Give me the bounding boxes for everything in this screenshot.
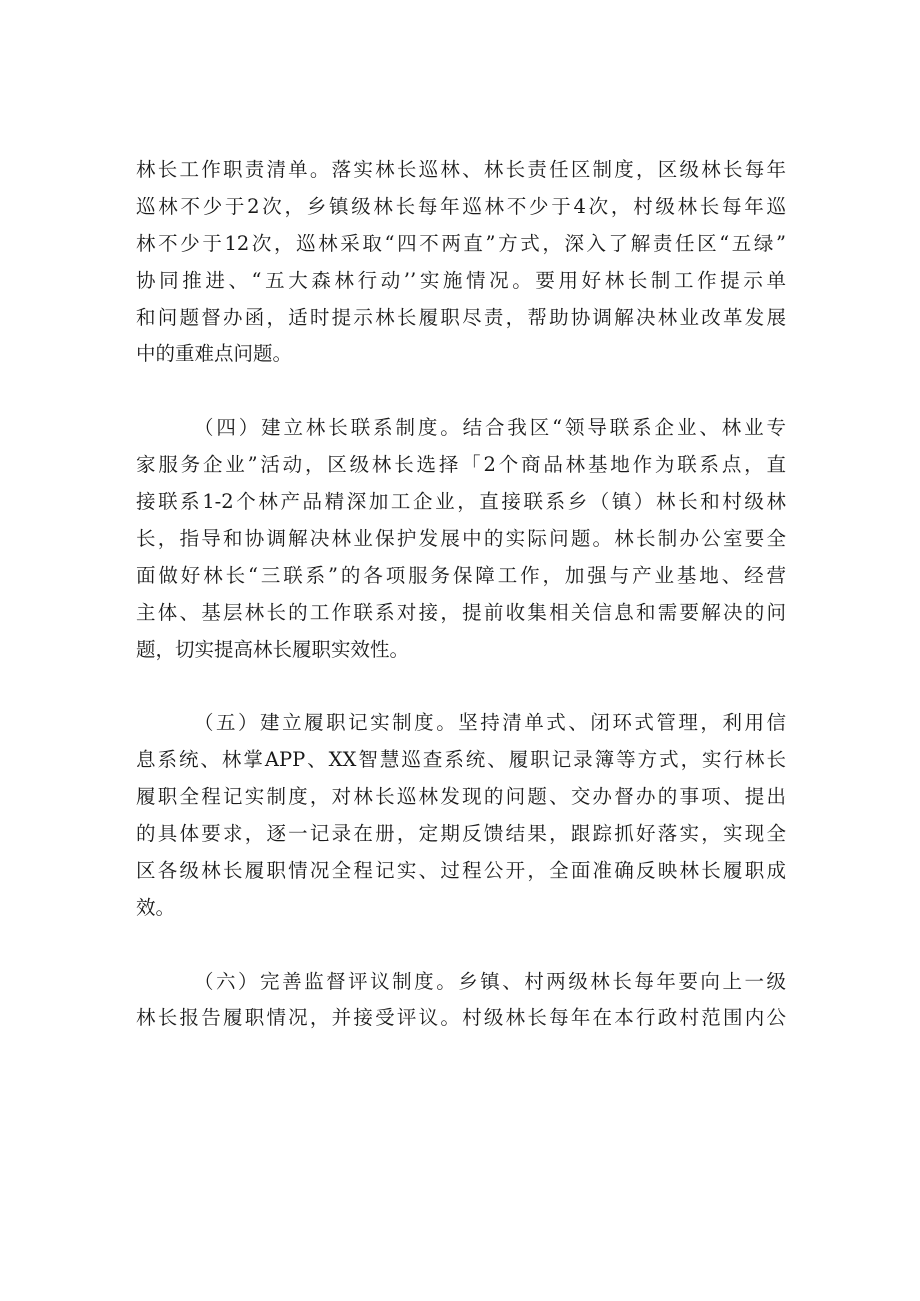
text-line: 中的重难点问题。 xyxy=(136,342,293,366)
text-line: 效。 xyxy=(136,895,176,919)
paragraph-contact-system xyxy=(136,410,786,668)
text-line: 长，指导和协调解决林业保护发展中的实际问题。林长制办公室要全 xyxy=(136,526,786,550)
text-line: 题，切实提高林长履职实效性。 xyxy=(136,637,410,661)
text-line: 履职全程记实制度，对林长巡林发现的问题、交办督办的事项、提出 xyxy=(136,785,786,809)
text-line: 息系统、林掌APP、XX智慧巡查系统、履职记录簿等方式，实行林长 xyxy=(136,748,786,772)
text-line: 区各级林长履职情况全程记实、过程公开，全面准确反映林长履职成 xyxy=(136,858,786,882)
text-line: 的具体要求，逐一记录在册，定期反馈结果，跟踪抓好落实，实现全 xyxy=(136,822,786,846)
text-line: 协同推进、“五大森林行动’’实施情况。要用好林长制工作提示单 xyxy=(136,268,786,292)
text-line: （五）建立履职记实制度。坚持清单式、闭环式管理，利用信 xyxy=(194,711,786,735)
text-line: 林不少于12次，巡林采取“四不两直”方式，深入了解责任区“五绿” xyxy=(136,231,786,255)
paragraph-supervision-system xyxy=(136,964,786,1038)
paragraph-forest-chief-duties xyxy=(136,152,786,373)
text-line: 接联系1-2个林产品精深加工企业，直接联系乡（镇）林长和村级林 xyxy=(136,490,786,514)
text-line: （四）建立林长联系制度。结合我区“领导联系企业、林业专 xyxy=(194,416,786,440)
paragraph-record-system xyxy=(136,705,786,926)
text-line: （六）完善监督评议制度。乡镇、村两级林长每年要向上一级 xyxy=(194,969,786,993)
text-line: 主体、基层林长的工作联系对接，提前收集相关信息和需要解决的问 xyxy=(136,600,786,624)
text-line: 家服务企业”活动，区级林长选择「2个商品林基地作为联系点，直 xyxy=(136,453,786,477)
text-line: 林长工作职责清单。落实林长巡林、林长责任区制度，区级林长每年 xyxy=(136,158,786,181)
text-line: 巡林不少于2次，乡镇级林长每年巡林不少于4次，村级林长每年巡 xyxy=(136,194,786,218)
text-line: 和问题督办函，适时提示林长履职尽责，帮助协调解决林业改革发展 xyxy=(136,305,786,329)
text-line: 林长报告履职情况，并接受评议。村级林长每年在本行政村范围内公 xyxy=(136,1006,786,1030)
text-line: 面做好林长“三联系”的各项服务保障工作，加强与产业基地、经营 xyxy=(136,563,786,587)
document-body xyxy=(136,152,786,1037)
